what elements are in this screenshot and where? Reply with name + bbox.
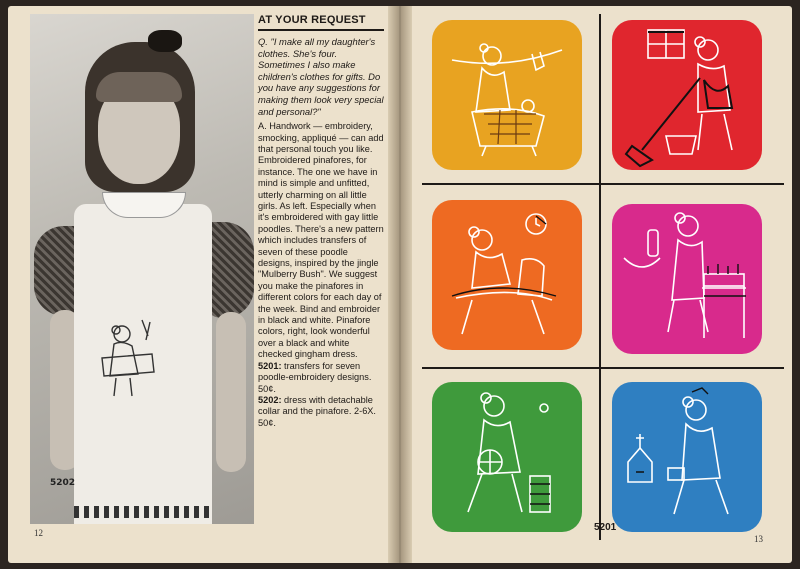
tile-baking-poodle (612, 204, 762, 354)
girl-photo (30, 14, 254, 524)
church-poodle-icon (612, 382, 762, 532)
sweeping-poodle-icon (612, 20, 762, 170)
photo-pattern-code: 5202 (50, 478, 76, 488)
article-heading: AT YOUR REQUEST (258, 14, 384, 31)
peter-pan-collar (102, 192, 186, 218)
rickrack-hem (74, 506, 212, 518)
pattern-item-5201 (258, 361, 384, 395)
grid-divider-horizontal-2 (422, 367, 784, 369)
pattern-item-5202 (258, 395, 384, 429)
washing-poodle-icon (432, 20, 582, 170)
tile-ironing-poodle (432, 200, 582, 350)
bangs-shape (96, 72, 182, 102)
page-number-right: 13 (754, 534, 763, 544)
grid-divider-vertical (599, 14, 601, 540)
page-number-left: 12 (34, 528, 43, 538)
grid-divider-horizontal-1 (422, 183, 784, 185)
page-gutter (388, 6, 412, 563)
editor-answer: A. Handwork — embroidery, smocking, appliqué — can add that personal touch you like. Embroidered pinafores, for instance. The one we have in mind is simple and unfitted, utterly charming on all little girls. As left. Especially when it's embroidered with gay little poodles. There's a new pattern which includes transfers of seven of these poodle designs, inspired by the jingle "Mulberry Bush". We suggest you make the pinafores in different colors for each day of the week. Bind and embroider in black and white. Pinafore colors, right, look wonderful over a black and white checked gingham dress. (258, 121, 384, 360)
article-column (258, 14, 384, 429)
pattern-item-text: transfers for seven poodle-embroidery designs. 50¢. (258, 360, 372, 394)
tile-sweeping-poodle (612, 20, 762, 170)
hair-bow (148, 30, 182, 52)
tile-washing-poodle (432, 20, 582, 170)
poodle-embroidery-icon (92, 314, 162, 404)
tile-pattern-code: 5201 (594, 522, 617, 533)
pattern-item-text: dress with detachable collar and the pinafore. 2-6X. 50¢. (258, 394, 376, 428)
shopping-poodle-icon (432, 382, 582, 532)
pattern-item-code: 5202: (258, 394, 282, 405)
reader-question: Q. "I make all my daughter's clothes. She's four. Sometimes I also make children's clothes for gifts. Do you have any suggestions for making them look very special and personal?" (258, 36, 384, 117)
ironing-poodle-icon (432, 200, 582, 350)
arm-right (216, 312, 246, 472)
tile-church-poodle (612, 382, 762, 532)
pattern-item-code: 5201: (258, 360, 282, 371)
baking-poodle-icon (612, 204, 762, 354)
tile-shopping-poodle (432, 382, 582, 532)
